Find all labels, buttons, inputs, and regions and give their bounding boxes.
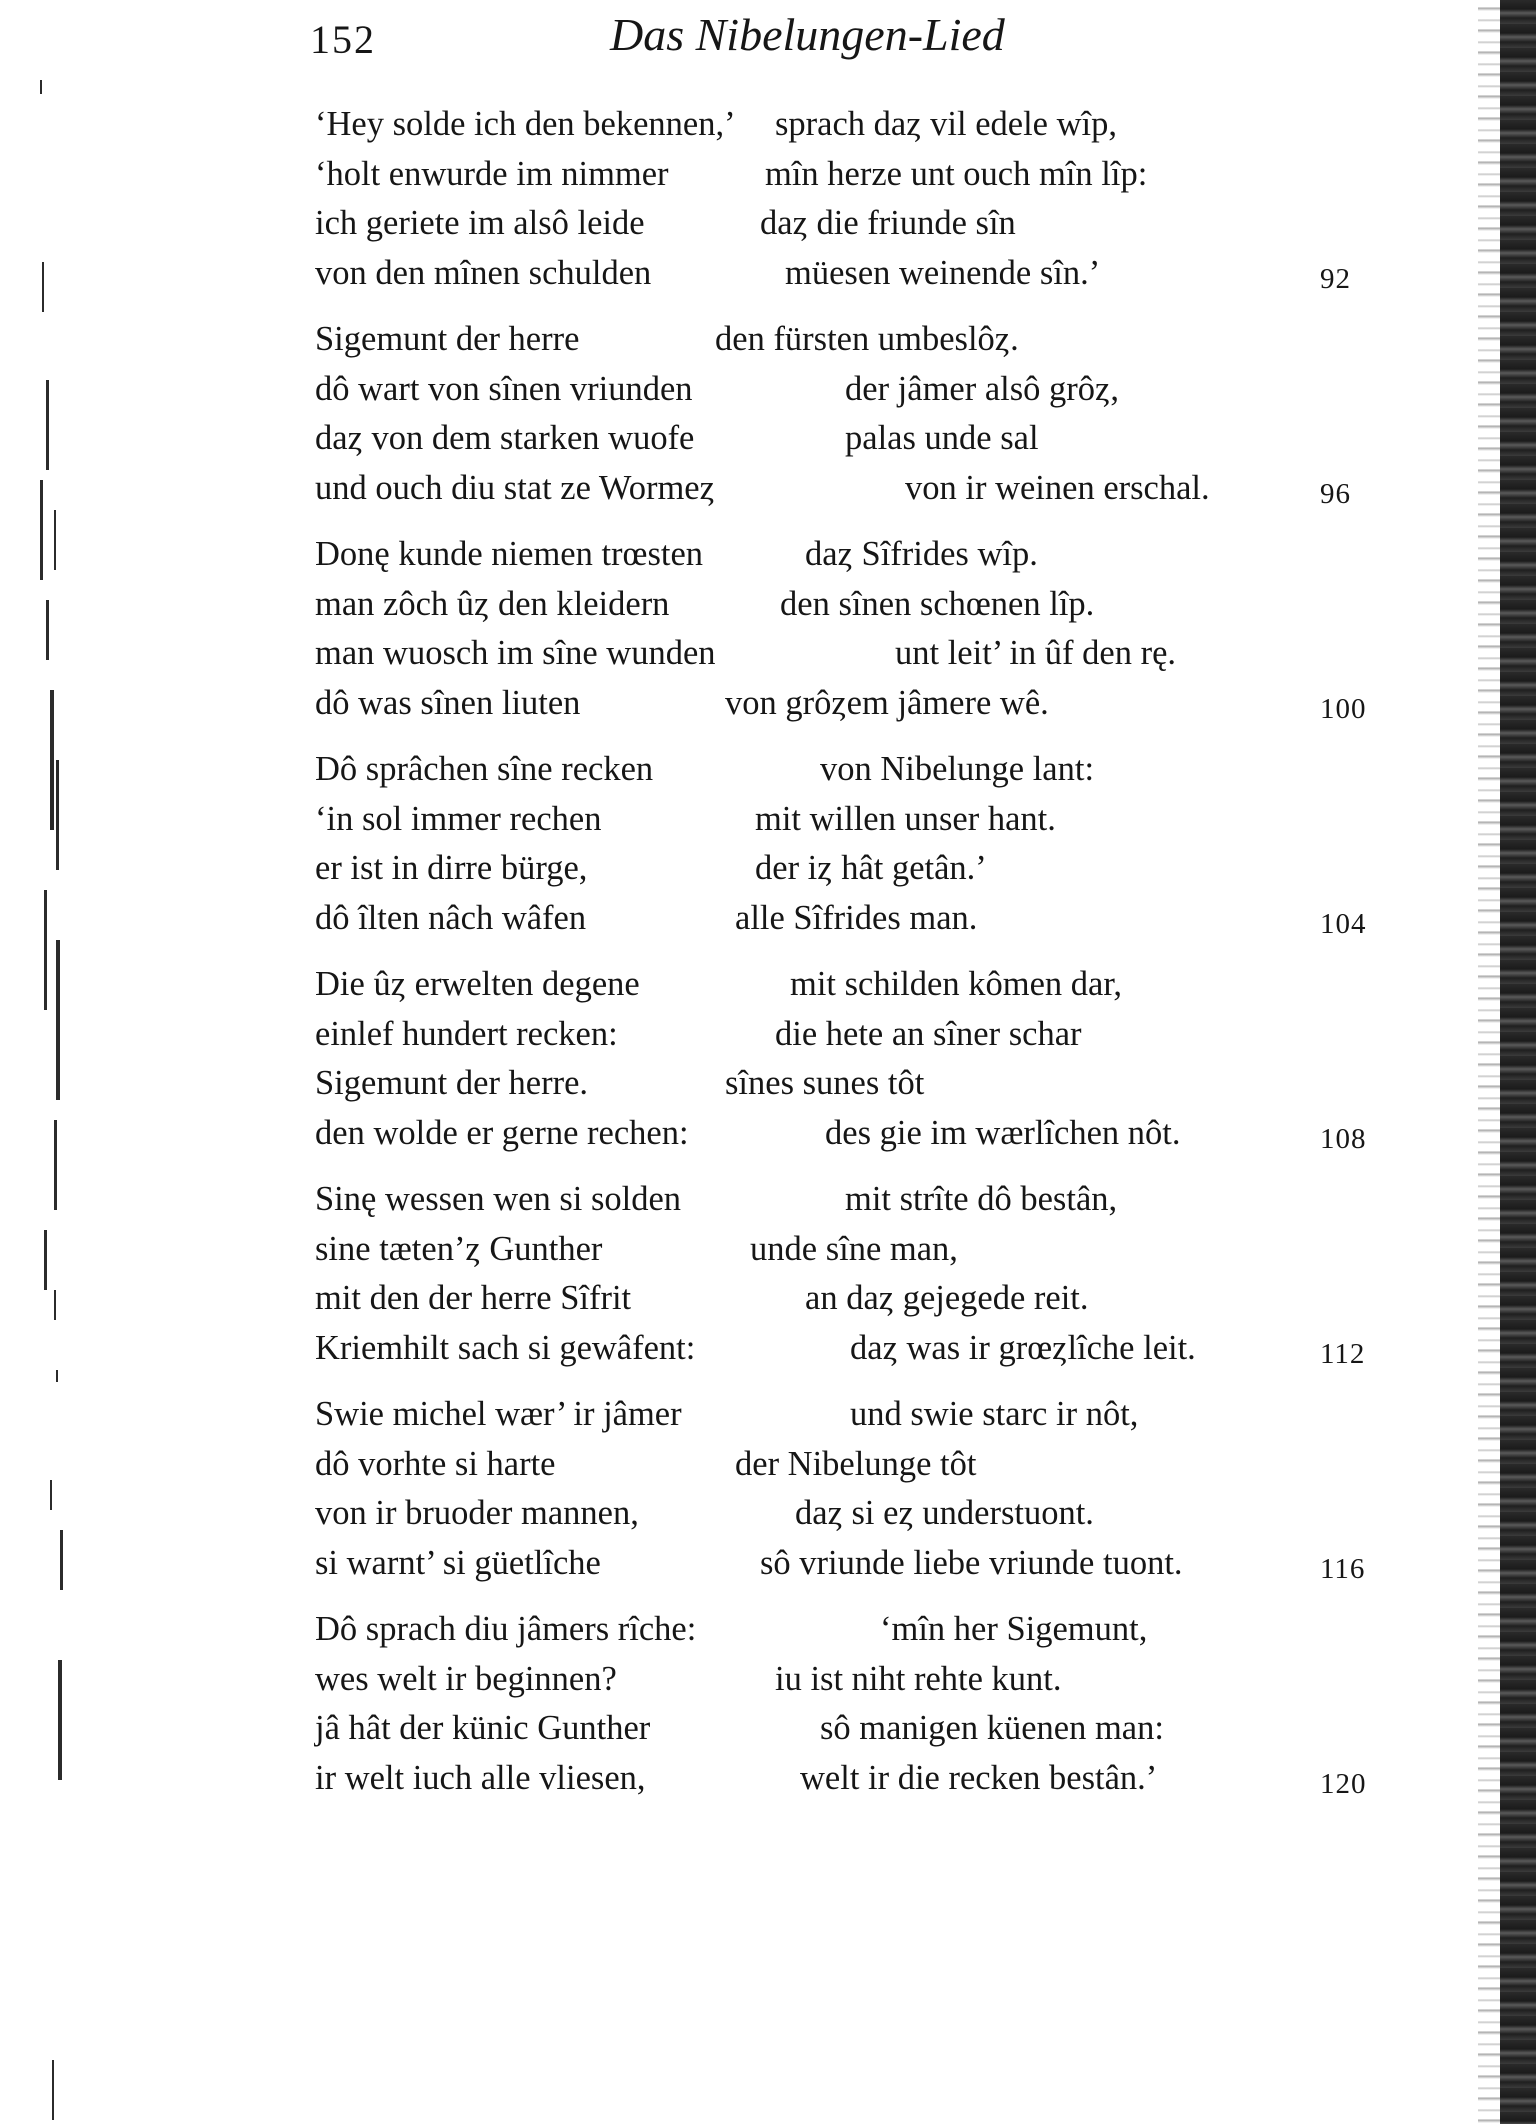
verse-second-half: von Nibelunge lant: <box>820 750 1095 788</box>
verse-line <box>315 249 1375 299</box>
verse-second-half: mîn herze unt ouch mîn lîp: <box>765 154 1148 193</box>
verse-first-half: ‘in sol immer rechen <box>315 799 602 838</box>
verse-second-half: iu ist niht rehte kunt. <box>775 1659 1062 1698</box>
verse-first-half: von den mînen schulden <box>315 253 652 292</box>
verse-first-half: ‘Hey solde ich den bekennen,’ <box>315 105 736 143</box>
verse-line <box>315 1225 1375 1275</box>
verse-first-half: und ouch diu stat ze Wormeȥ <box>315 468 715 507</box>
verse-first-half: dô was sînen liuten <box>315 683 581 722</box>
verse-line <box>315 1605 1375 1655</box>
verse-second-half: mit schilden kômen dar, <box>790 965 1123 1003</box>
verse-second-half: sô manigen küenen man: <box>820 1709 1164 1747</box>
verse-first-half: dô îlten nâch wâfen <box>315 898 587 937</box>
stanza <box>315 315 1375 513</box>
verse-second-half: an daȥ gejegede reit. <box>805 1279 1089 1317</box>
verse-second-half: müesen weinende sîn.’ <box>785 253 1101 292</box>
verse-second-half: von ir weinen erschal. <box>905 468 1210 507</box>
verse-second-half: sprach daȥ vil edele wîp, <box>775 105 1117 143</box>
verse-first-half: wes welt ir beginnen? <box>315 1659 617 1698</box>
verse-line <box>315 199 1375 249</box>
verse-line <box>315 894 1375 944</box>
verse-line <box>315 1175 1375 1225</box>
verse-first-half: von ir bruoder mannen, <box>315 1494 639 1532</box>
verse-first-half: Dô sprâchen sîne recken <box>315 750 654 788</box>
verse-second-half: die hete an sîner schar <box>775 1014 1082 1053</box>
verse-line <box>315 629 1375 679</box>
verse-second-half: mit willen unser hant. <box>755 799 1056 838</box>
stanza-number: 108 <box>1320 1122 1367 1155</box>
stanza-number: 104 <box>1320 907 1367 940</box>
verse-first-half: Sigemunt der herre <box>315 320 580 358</box>
verse-first-half: Donę kunde niemen trœsten <box>315 535 704 573</box>
stanza <box>315 530 1375 728</box>
verse-second-half: sô vriunde liebe vriunde tuont. <box>760 1543 1183 1582</box>
stanza-number: 92 <box>1320 262 1351 295</box>
running-title: Das Nibelungen-Lied <box>610 9 1005 60</box>
verse-second-half: daȥ die friunde sîn <box>760 204 1016 242</box>
verse-line <box>315 1010 1375 1060</box>
verse-line <box>315 844 1375 894</box>
verse-line <box>315 1539 1375 1589</box>
verse-first-half: jâ hât der künic Gunther <box>315 1709 651 1747</box>
verse-second-half: der Nibelunge tôt <box>735 1444 977 1483</box>
verse-first-half: Die ûȥ erwelten degene <box>315 965 640 1003</box>
stanza-number: 96 <box>1320 477 1351 510</box>
verse-first-half: Kriemhilt sach si gewâfent: <box>315 1328 696 1367</box>
stanza-number: 120 <box>1320 1767 1367 1800</box>
verse-second-half: des gie im wærlîchen nôt. <box>825 1113 1181 1152</box>
verse-second-half: palas unde sal <box>845 419 1039 457</box>
stanza-number: 112 <box>1320 1337 1366 1370</box>
verse-second-half: der iȥ hât getân.’ <box>755 849 987 887</box>
verse-first-half: ‘holt enwurde im nimmer <box>315 154 669 193</box>
verse-first-half: Dô sprach diu jâmers rîche: <box>315 1610 697 1648</box>
verse-second-half: den sînen schœnen lîp. <box>780 584 1095 623</box>
stanza-number: 100 <box>1320 692 1367 725</box>
verse-first-half: Sinę wessen wen si solden <box>315 1180 682 1218</box>
stanza <box>315 960 1375 1158</box>
verse-first-half: er ist in dirre bürge, <box>315 849 588 887</box>
gutter-scan-marks <box>0 0 90 2124</box>
verse-first-half: man zôch ûȥ den kleidern <box>315 584 670 623</box>
verse-first-half: si warnt’ si güetlîche <box>315 1543 601 1582</box>
stanza <box>315 1175 1375 1373</box>
verse-second-half: ‘mîn her Sigemunt, <box>880 1610 1148 1648</box>
verse-second-half: den fürsten umbeslôȥ. <box>715 320 1019 358</box>
verse-line <box>315 1109 1375 1159</box>
verse-line <box>315 1704 1375 1754</box>
verse-line <box>315 315 1375 365</box>
verse-second-half: daȥ si eȥ understuont. <box>795 1494 1094 1532</box>
running-head <box>310 8 1510 72</box>
verse-first-half: ir welt iuch alle vliesen, <box>315 1758 646 1797</box>
verse-line <box>315 365 1375 415</box>
verse-line <box>315 100 1375 150</box>
stanza <box>315 745 1375 943</box>
verse-first-half: dô vorhte si harte <box>315 1444 556 1483</box>
verse-line <box>315 1489 1375 1539</box>
page-number: 152 <box>310 17 376 62</box>
verse-line <box>315 795 1375 845</box>
verse-line <box>315 414 1375 464</box>
verse-second-half: unt leit’ in ûf den rę. <box>895 634 1177 672</box>
verse-line <box>315 679 1375 729</box>
verse-second-half: und swie starc ir nôt, <box>850 1395 1139 1433</box>
verse-second-half: daȥ Sîfrides wîp. <box>805 535 1038 573</box>
verse-line <box>315 1324 1375 1374</box>
stanza-number: 116 <box>1320 1552 1366 1585</box>
page-edge-fray <box>1478 0 1502 2124</box>
verse-second-half: alle Sîfrides man. <box>735 898 978 937</box>
verse-first-half: dô wart von sînen vriunden <box>315 369 693 408</box>
verse-second-half: von grôȥem jâmere wê. <box>725 683 1049 722</box>
verse-line <box>315 1440 1375 1490</box>
verse-second-half: mit strîte dô bestân, <box>845 1180 1118 1218</box>
verse-line <box>315 464 1375 514</box>
verse-second-half: unde sîne man, <box>750 1229 958 1268</box>
verse-first-half: Sigemunt der herre. <box>315 1064 589 1102</box>
verse-line <box>315 150 1375 200</box>
stanza <box>315 1605 1375 1803</box>
verse-line <box>315 1390 1375 1440</box>
verse-first-half: Swie michel wær’ ir jâmer <box>315 1395 682 1433</box>
verse-line <box>315 1059 1375 1109</box>
verse-line <box>315 580 1375 630</box>
stanza <box>315 1390 1375 1588</box>
verse-line <box>315 745 1375 795</box>
verse-second-half: sînes sunes tôt <box>725 1064 925 1102</box>
verse-line <box>315 960 1375 1010</box>
verse-first-half: mit den der herre Sîfrit <box>315 1279 632 1317</box>
verse-line <box>315 530 1375 580</box>
verse-second-half: daȥ was ir grœȥlîche leit. <box>850 1328 1196 1367</box>
verse-first-half: einlef hundert recken: <box>315 1014 618 1053</box>
verse-first-half: daȥ von dem starken wuofe <box>315 419 695 457</box>
page-edge-shadow <box>1500 0 1536 2124</box>
verse-first-half: man wuosch im sîne wunden <box>315 634 716 672</box>
verse-line <box>315 1655 1375 1705</box>
verse-first-half: ich geriete im alsô leide <box>315 204 645 242</box>
verse-first-half: den wolde er gerne rechen: <box>315 1113 689 1152</box>
verse-first-half: sine tæten’ȥ Gunther <box>315 1229 603 1268</box>
verse-second-half: welt ir die recken bestân.’ <box>800 1758 1158 1797</box>
verse-second-half: der jâmer alsô grôȥ, <box>845 369 1119 408</box>
verse-line <box>315 1754 1375 1804</box>
stanza <box>315 100 1375 298</box>
verse-line <box>315 1274 1375 1324</box>
